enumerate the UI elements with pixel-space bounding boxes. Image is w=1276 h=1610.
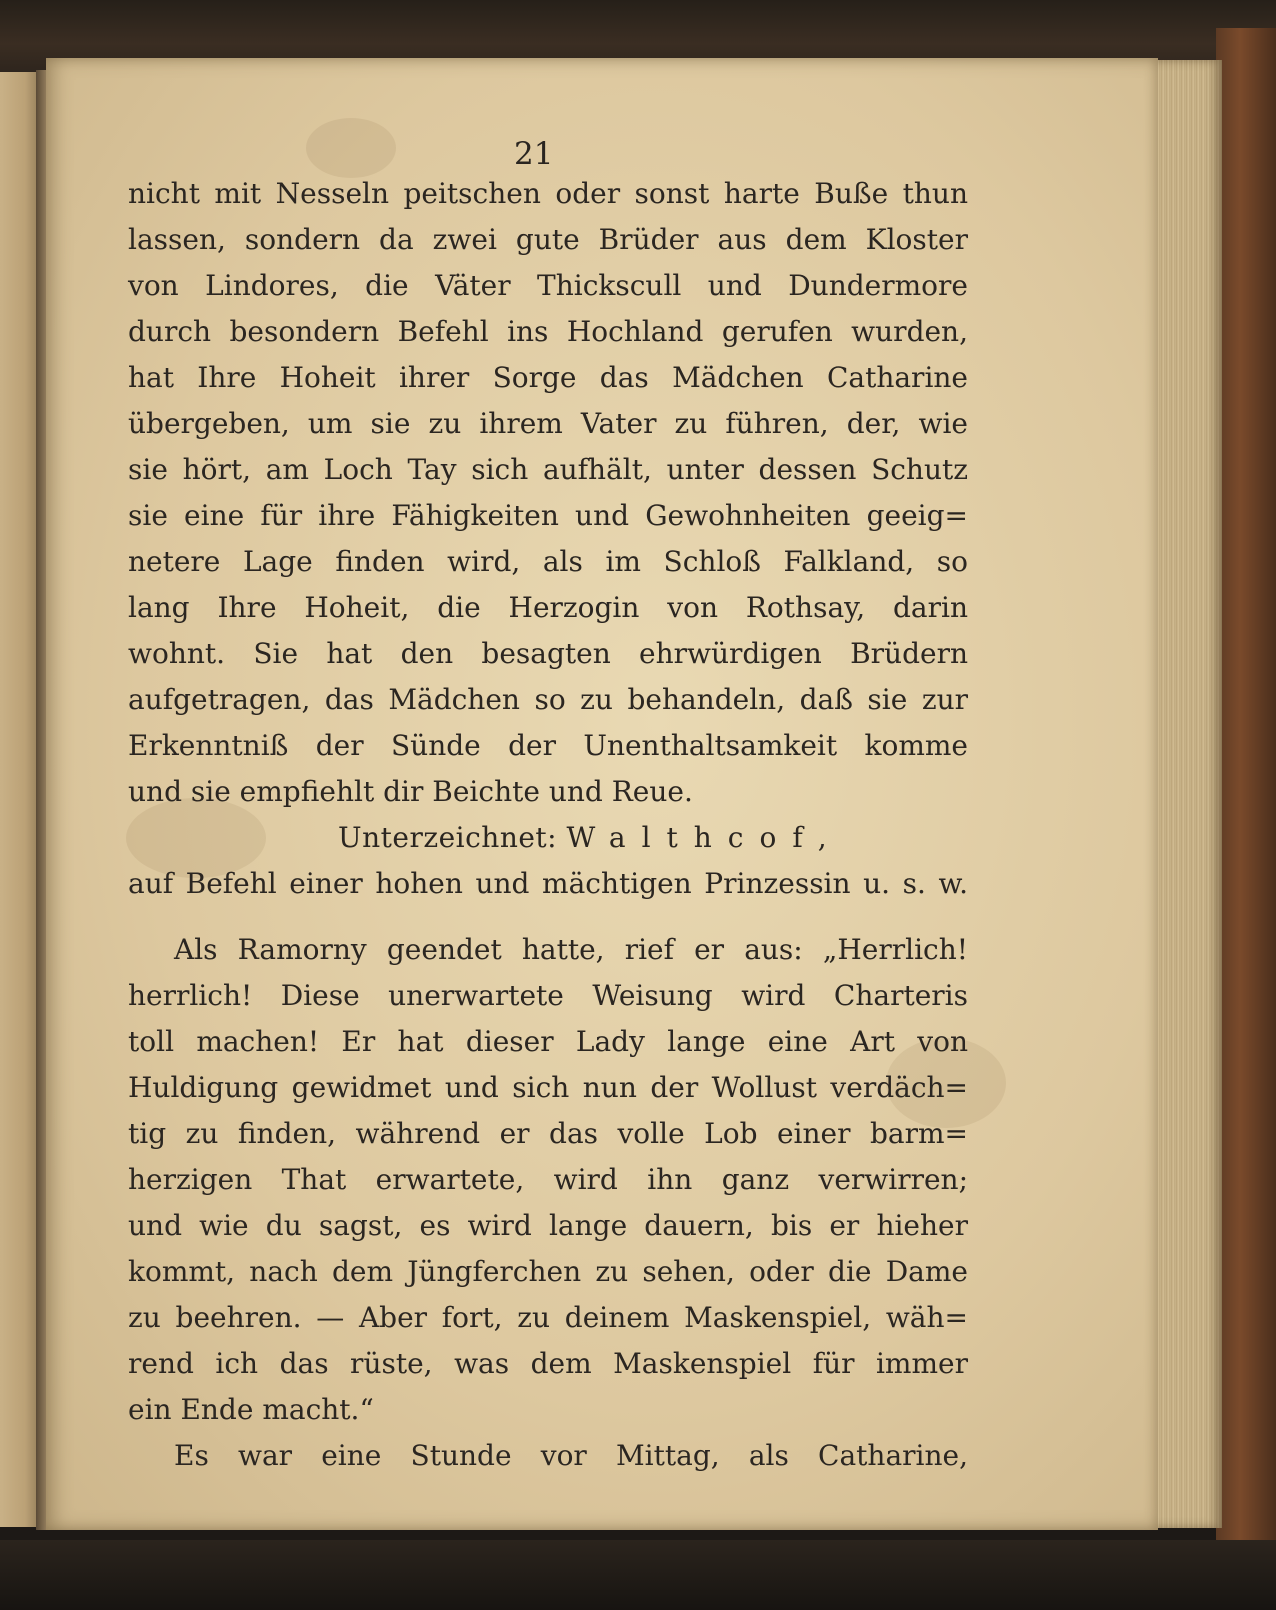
text-line: Erkenntniß der Sünde der Unenthaltsamkeit komme: [128, 729, 968, 762]
text-line: durch besondern Befehl ins Hochland gerufen wurden,: [128, 315, 968, 348]
text-line: tig zu finden, während er das volle Lob einer barm=: [128, 1117, 968, 1150]
text-line: hat Ihre Hoheit ihrer Sorge das Mädchen Catharine: [128, 361, 968, 394]
signature-name: Walthcof,: [566, 821, 843, 854]
page-number: 21: [514, 136, 554, 172]
text-line: herzigen That erwartete, wird ihn ganz verwirren;: [128, 1163, 968, 1196]
text-line: von Lindores, die Väter Thickscull und Dundermore: [128, 269, 968, 302]
text-line: rend ich das rüste, was dem Maskenspiel für immer: [128, 1347, 968, 1380]
text-line: nicht mit Nesseln peitschen oder sonst harte Buße thun: [128, 177, 968, 210]
text-line: toll machen! Er hat dieser Lady lange eine Art von: [128, 1025, 968, 1058]
signature-label: Unterzeichnet:: [338, 821, 558, 854]
book-cover-right: [1216, 28, 1276, 1548]
text-line: lassen, sondern da zwei gute Brüder aus dem Kloster: [128, 223, 968, 256]
text-line: kommt, nach dem Jüngferchen zu sehen, oder die Dame: [128, 1255, 968, 1288]
text-line: zu beehren. — Aber fort, zu deinem Maskenspiel, wäh=: [128, 1301, 968, 1334]
text-line: und sie empfiehlt dir Beichte und Reue.: [128, 775, 693, 808]
text-line: Huldigung gewidmet und sich nun der Wollust verdäch=: [128, 1071, 968, 1104]
authority-line: auf Befehl einer hohen und mächtigen Prinzessin u. s. w.: [128, 867, 968, 900]
text-line: Es war eine Stunde vor Mittag, als Catharine,: [174, 1439, 968, 1472]
text-line: und wie du sagst, es wird lange dauern, bis er hieher: [128, 1209, 968, 1242]
text-line: Als Ramorny geendet hatte, rief er aus: „Herrlich!: [174, 933, 968, 966]
text-line: übergeben, um sie zu ihrem Vater zu führen, der, wie: [128, 407, 968, 440]
text-line: ein Ende macht.“: [128, 1393, 374, 1426]
text-line: netere Lage finden wird, als im Schloß Falkland, so: [128, 545, 968, 578]
text-line: aufgetragen, das Mädchen so zu behandeln, daß sie zur: [128, 683, 968, 716]
text-line: sie hört, am Loch Tay sich aufhält, unter dessen Schutz: [128, 453, 968, 486]
book-cover-bottom: [0, 1540, 1276, 1610]
page-block-edge: [1150, 60, 1222, 1528]
text-line: herrlich! Diese unerwartete Weisung wird Charteris: [128, 979, 968, 1012]
signature-line: [338, 817, 888, 859]
text-line: wohnt. Sie hat den besagten ehrwürdigen Brüdern: [128, 637, 968, 670]
text-line: lang Ihre Hoheit, die Herzogin von Rothsay, darin: [128, 591, 968, 624]
paper-stain: [306, 118, 396, 178]
text-line: sie eine für ihre Fähigkeiten und Gewohnheiten geeig=: [128, 499, 968, 532]
